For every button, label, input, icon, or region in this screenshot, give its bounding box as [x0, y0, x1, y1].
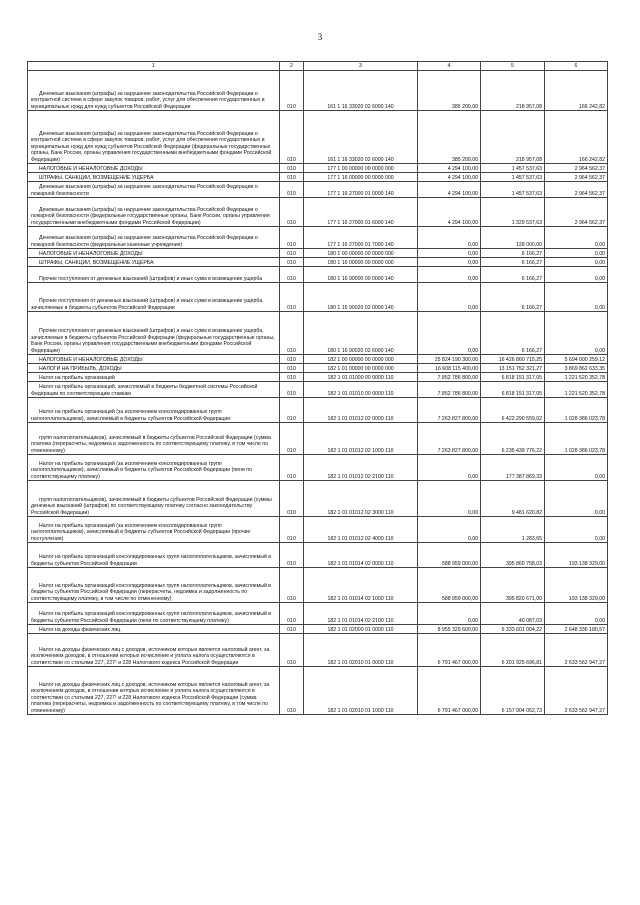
- executed-amount-cell: 6 818 151 317,05: [481, 382, 545, 398]
- line-code-cell: 010: [280, 568, 304, 603]
- unexecuted-amount-cell: 0,00: [545, 249, 608, 258]
- header-cell: 2: [280, 62, 304, 71]
- unexecuted-amount-cell: 0,00: [545, 258, 608, 267]
- revenue-table: [27, 61, 608, 715]
- approved-amount-cell: 7 852 786 800,00: [418, 373, 481, 382]
- table-row: [28, 481, 608, 517]
- executed-amount-cell: 6 201 925 696,81: [481, 634, 545, 667]
- description-cell: Налог на доходы физических лиц с доходов, источником которых является налоговый агент, за исключением доходов, в отношении которых исчисление и уплата налога осуществляются в соответствии со статьями 227, 227¹ и 228 Налогового кодекса Российской Федерации (сумма платежа (перерасчеты, недоимка и задолженность по соответствующему платежу, в том числе по отмененному): [28, 667, 280, 715]
- line-code-cell: 010: [280, 355, 304, 364]
- table-row: [28, 111, 608, 164]
- budget-code-cell: 182 1 01 01014 02 2100 110: [304, 603, 418, 625]
- executed-amount-cell: 1 457 537,63: [481, 173, 545, 182]
- description-cell: НАЛОГОВЫЕ И НЕНАЛОГОВЫЕ ДОХОДЫ: [28, 355, 280, 364]
- header-cell: 6: [545, 62, 608, 71]
- executed-amount-cell: 6 166,27: [481, 258, 545, 267]
- line-code-cell: 010: [280, 398, 304, 423]
- description-cell: Налог на доходы физических лиц с доходов, источником которых является налоговый агент, за исключением доходов, в отношении которых исчисление и уплата налога осуществляются в соответствии со статьями 227, 227¹ и 228 Налогового кодекса Российской Федерации: [28, 634, 280, 667]
- description-cell: Прочие поступления от денежных взысканий (штрафов) и иных сумм в возмещение ущерба, зачисляемые в бюджеты субъектов Российской Федерации (федеральные государственные органы, Банк России, органы управления государственными внебюджетными фондами Российской Федерации): [28, 312, 280, 355]
- executed-amount-cell: 6 422 290 559,02: [481, 398, 545, 423]
- approved-amount-cell: 6 791 467 000,00: [418, 667, 481, 715]
- line-code-cell: 010: [280, 312, 304, 355]
- table-row: [28, 398, 608, 423]
- unexecuted-amount-cell: 0,00: [545, 283, 608, 312]
- description-cell: Налог на прибыль организаций консолидированных групп налогоплательщиков, зачисляемый в бюджеты субъектов Российской Федерации (пени по соответствующему платежу): [28, 603, 280, 625]
- executed-amount-cell: 177 387 869,33: [481, 455, 545, 481]
- table-row: [28, 455, 608, 481]
- unexecuted-amount-cell: 166 242,82: [545, 111, 608, 164]
- table-row: [28, 382, 608, 398]
- line-code-cell: 010: [280, 667, 304, 715]
- line-code-cell: 010: [280, 173, 304, 182]
- table-row: [28, 568, 608, 603]
- executed-amount-cell: 395 860 758,03: [481, 543, 545, 568]
- line-code-cell: 010: [280, 258, 304, 267]
- description-cell: НАЛОГОВЫЕ И НЕНАЛОГОВЫЕ ДОХОДЫ: [28, 249, 280, 258]
- executed-amount-cell: 6 166,27: [481, 312, 545, 355]
- line-code-cell: 010: [280, 182, 304, 198]
- line-code-cell: 010: [280, 423, 304, 455]
- budget-code-cell: 180 1 16 00000 00 0000 000: [304, 258, 418, 267]
- description-cell: Денежные взыскания (штрафы) за нарушение законодательства Российской Федерации о контрактной системе в сфере закупок товаров, работ, услуг для обеспечения государственных и муниципальных нужд для нужд субъектов Российской Федерации: [28, 71, 280, 111]
- table-row: [28, 373, 608, 382]
- executed-amount-cell: 6 166,27: [481, 249, 545, 258]
- approved-amount-cell: 0,00: [418, 603, 481, 625]
- unexecuted-amount-cell: 2 633 562 947,27: [545, 667, 608, 715]
- executed-amount-cell: 6 235 439 776,22: [481, 423, 545, 455]
- header-cell: 5: [481, 62, 545, 71]
- table-row: [28, 249, 608, 258]
- approved-amount-cell: 0,00: [418, 249, 481, 258]
- description-cell: Прочие поступления от денежных взысканий (штрафов) и иных сумм в возмещение ущерба: [28, 267, 280, 283]
- approved-amount-cell: 0,00: [418, 283, 481, 312]
- unexecuted-amount-cell: 193 138 329,00: [545, 568, 608, 603]
- description-cell: Налог на прибыль организаций консолидированных групп налогоплательщиков, зачисляемый в бюджеты субъектов Российской Федерации: [28, 543, 280, 568]
- unexecuted-amount-cell: 1 221 520 352,78: [545, 382, 608, 398]
- description-cell: Налог на доходы физических лиц: [28, 625, 280, 634]
- table-row: [28, 258, 608, 267]
- approved-amount-cell: 16 608 115 400,00: [418, 364, 481, 373]
- budget-code-cell: 177 1 16 00000 00 0000 000: [304, 173, 418, 182]
- description-cell: групп налогоплательщиков), зачисляемый в бюджеты субъектов Российской Федерации (сумма платежа (перерасчеты, недоимка и задолженность по соответствующему платежу, в том числе по отмененному): [28, 423, 280, 455]
- description-cell: НАЛОГОВЫЕ И НЕНАЛОГОВЫЕ ДОХОДЫ: [28, 164, 280, 173]
- executed-amount-cell: 1 457 537,63: [481, 164, 545, 173]
- table-row: [28, 283, 608, 312]
- description-cell: Налог на прибыль организаций (за исключением консолидированных групп налогоплательщиков), зачисляемый в бюджеты субъектов Российской Федерации (прочие поступления): [28, 517, 280, 543]
- approved-amount-cell: 385 209,00: [418, 111, 481, 164]
- approved-amount-cell: 0,00: [418, 258, 481, 267]
- unexecuted-amount-cell: 0,00: [545, 481, 608, 517]
- line-code-cell: 010: [280, 111, 304, 164]
- executed-amount-cell: 6 166,27: [481, 283, 545, 312]
- approved-amount-cell: 0,00: [418, 481, 481, 517]
- budget-code-cell: 161 1 16 33020 02 6000 140: [304, 111, 418, 164]
- unexecuted-amount-cell: 193 138 329,00: [545, 543, 608, 568]
- budget-code-cell: 182 1 01 00000 00 0000 000: [304, 364, 418, 373]
- budget-code-cell: 182 1 01 01010 00 0000 110: [304, 382, 418, 398]
- line-code-cell: 010: [280, 227, 304, 249]
- budget-code-cell: 177 1 16 27000 01 6000 140: [304, 198, 418, 227]
- unexecuted-amount-cell: 5 694 000 259,12: [545, 355, 608, 364]
- budget-code-cell: 182 1 01 02000 01 0000 110: [304, 625, 418, 634]
- line-code-cell: 010: [280, 481, 304, 517]
- description-cell: Прочие поступления от денежных взысканий (штрафов) и иных сумм в возмещение ущерба, зачисляемые в бюджеты субъектов Российской Федерации: [28, 283, 280, 312]
- table-row: [28, 71, 608, 111]
- table-row: [28, 355, 608, 364]
- unexecuted-amount-cell: 0,00: [545, 603, 608, 625]
- executed-amount-cell: 16 426 860 715,25: [481, 355, 545, 364]
- table-row: [28, 667, 608, 715]
- description-cell: Денежные взыскания (штрафы) за нарушение законодательства Российской Федерации о контрактной системе в сфере закупок товаров, работ, услуг для обеспечения государственных и муниципальных нужд для нужд субъектов Российской Федерации (федеральные государственные органы, Банк России, органы управления государственными внебюджетными фондами Российской Федерации): [28, 111, 280, 164]
- budget-code-cell: 182 1 01 01012 02 4000 110: [304, 517, 418, 543]
- budget-code-cell: 177 1 00 00000 00 0000 000: [304, 164, 418, 173]
- executed-amount-cell: 1 283,65: [481, 517, 545, 543]
- line-code-cell: 010: [280, 373, 304, 382]
- budget-code-cell: 182 1 01 01000 00 0000 110: [304, 373, 418, 382]
- table-row: [28, 364, 608, 373]
- table-row: [28, 634, 608, 667]
- line-code-cell: 010: [280, 283, 304, 312]
- table-row: [28, 182, 608, 198]
- description-cell: Денежные взыскания (штрафы) за нарушение законодательства Российской Федерации о пожарной безопасности: [28, 182, 280, 198]
- executed-amount-cell: 218 957,08: [481, 71, 545, 111]
- unexecuted-amount-cell: 1 028 386 023,78: [545, 423, 608, 455]
- unexecuted-amount-cell: 2 964 562,37: [545, 173, 608, 182]
- table-row: [28, 198, 608, 227]
- table-row: [28, 543, 608, 568]
- table-row: [28, 164, 608, 173]
- budget-code-cell: 180 1 00 00000 00 0000 000: [304, 249, 418, 258]
- budget-code-cell: 182 1 00 00000 00 0000 000: [304, 355, 418, 364]
- budget-code-cell: 182 1 01 01012 02 0000 110: [304, 398, 418, 423]
- budget-code-cell: 182 1 01 01014 02 1000 110: [304, 568, 418, 603]
- page-number: 3: [317, 32, 323, 42]
- description-cell: групп налогоплательщиков), зачисляемый в бюджеты субъектов Российской Федерации (суммы денежных взысканий (штрафов) по соответствующему платежу согласно законодательству Российской Федерации): [28, 481, 280, 517]
- line-code-cell: 010: [280, 364, 304, 373]
- description-cell: Налог на прибыль организаций (за исключением консолидированных групп налогоплательщиков), зачисляемый в бюджеты субъектов Российской Федерации: [28, 398, 280, 423]
- approved-amount-cell: 588 959 000,00: [418, 568, 481, 603]
- line-code-cell: 010: [280, 543, 304, 568]
- budget-code-cell: 161 1 16 33020 02 6000 140: [304, 71, 418, 111]
- approved-amount-cell: 385 209,00: [418, 71, 481, 111]
- approved-amount-cell: 0,00: [418, 312, 481, 355]
- table-row: [28, 312, 608, 355]
- approved-amount-cell: 4 294 100,00: [418, 173, 481, 182]
- unexecuted-amount-cell: 3 869 862 633,35: [545, 364, 608, 373]
- executed-amount-cell: 6 818 151 317,05: [481, 373, 545, 382]
- budget-code-cell: 182 1 01 02010 01 0000 110: [304, 634, 418, 667]
- line-code-cell: 010: [280, 198, 304, 227]
- header-cell: 3: [304, 62, 418, 71]
- budget-code-cell: 182 1 01 01012 02 1000 110: [304, 423, 418, 455]
- executed-amount-cell: 1 329 537,63: [481, 198, 545, 227]
- line-code-cell: 010: [280, 603, 304, 625]
- executed-amount-cell: 40 087,03: [481, 603, 545, 625]
- budget-code-cell: 182 1 01 01012 02 2100 110: [304, 455, 418, 481]
- description-cell: Налог на прибыль организаций (за исключением консолидированных групп налогоплательщиков), зачисляемый в бюджеты субъектов Российской Федерации (пени по соответствующему платежу): [28, 455, 280, 481]
- unexecuted-amount-cell: 0,00: [545, 227, 608, 249]
- approved-amount-cell: 8 955 329 600,00: [418, 625, 481, 634]
- unexecuted-amount-cell: 2 648 336 180,57: [545, 625, 608, 634]
- table-row: [28, 603, 608, 625]
- budget-code-cell: 182 1 01 02010 01 1000 110: [304, 667, 418, 715]
- approved-amount-cell: 6 791 467 000,00: [418, 634, 481, 667]
- budget-code-cell: 177 1 16 27000 01 0000 140: [304, 182, 418, 198]
- unexecuted-amount-cell: 2 964 562,37: [545, 182, 608, 198]
- approved-amount-cell: 4 294 100,00: [418, 182, 481, 198]
- executed-amount-cell: 9 481 620,82: [481, 481, 545, 517]
- unexecuted-amount-cell: 0,00: [545, 312, 608, 355]
- approved-amount-cell: 7 852 786 800,00: [418, 382, 481, 398]
- executed-amount-cell: 6 333 601 004,22: [481, 625, 545, 634]
- header-cell: 4: [418, 62, 481, 71]
- unexecuted-amount-cell: 1 221 520 352,78: [545, 373, 608, 382]
- description-cell: Налог на прибыль организаций, зачисляемый в бюджеты бюджетной системы Российской Федерации по соответствующим ставкам: [28, 382, 280, 398]
- line-code-cell: 010: [280, 164, 304, 173]
- budget-code-cell: 182 1 01 01012 02 3000 110: [304, 481, 418, 517]
- approved-amount-cell: 0,00: [418, 517, 481, 543]
- executed-amount-cell: 13 151 752 321,27: [481, 364, 545, 373]
- approved-amount-cell: 588 959 000,00: [418, 543, 481, 568]
- approved-amount-cell: 0,00: [418, 227, 481, 249]
- executed-amount-cell: 128 000,00: [481, 227, 545, 249]
- line-code-cell: 010: [280, 634, 304, 667]
- budget-code-cell: 177 1 16 27000 01 7000 140: [304, 227, 418, 249]
- unexecuted-amount-cell: 0,00: [545, 455, 608, 481]
- executed-amount-cell: 395 820 671,00: [481, 568, 545, 603]
- budget-code-cell: 180 1 16 90000 00 0000 140: [304, 267, 418, 283]
- approved-amount-cell: 4 294 100,00: [418, 164, 481, 173]
- line-code-cell: 010: [280, 625, 304, 634]
- unexecuted-amount-cell: 2 964 562,37: [545, 198, 608, 227]
- table-row: [28, 517, 608, 543]
- description-cell: ШТРАФЫ, САНКЦИИ, ВОЗМЕЩЕНИЕ УЩЕРБА: [28, 173, 280, 182]
- table-row: [28, 625, 608, 634]
- unexecuted-amount-cell: 2 964 562,37: [545, 164, 608, 173]
- executed-amount-cell: 218 957,08: [481, 111, 545, 164]
- line-code-cell: 010: [280, 267, 304, 283]
- description-cell: НАЛОГИ НА ПРИБЫЛЬ, ДОХОДЫ: [28, 364, 280, 373]
- header-cell: 1: [28, 62, 280, 71]
- budget-code-cell: 182 1 01 01014 02 0000 110: [304, 543, 418, 568]
- approved-amount-cell: 4 294 100,00: [418, 198, 481, 227]
- unexecuted-amount-cell: 2 633 562 947,27: [545, 634, 608, 667]
- table-row: [28, 173, 608, 182]
- line-code-cell: 010: [280, 249, 304, 258]
- table-row: [28, 227, 608, 249]
- executed-amount-cell: 6 166,27: [481, 267, 545, 283]
- description-cell: ШТРАФЫ, САНКЦИИ, ВОЗМЕЩЕНИЕ УЩЕРБА: [28, 258, 280, 267]
- approved-amount-cell: 7 263 827 800,00: [418, 398, 481, 423]
- approved-amount-cell: 0,00: [418, 455, 481, 481]
- line-code-cell: 010: [280, 71, 304, 111]
- executed-amount-cell: 1 457 537,63: [481, 182, 545, 198]
- table-row: [28, 267, 608, 283]
- unexecuted-amount-cell: 1 028 386 023,78: [545, 398, 608, 423]
- budget-code-cell: 180 1 16 90020 02 0000 140: [304, 283, 418, 312]
- line-code-cell: 010: [280, 517, 304, 543]
- unexecuted-amount-cell: 0,00: [545, 517, 608, 543]
- approved-amount-cell: 25 824 190 300,00: [418, 355, 481, 364]
- line-code-cell: 010: [280, 455, 304, 481]
- line-code-cell: 010: [280, 382, 304, 398]
- description-cell: Денежные взыскания (штрафы) за нарушение законодательства Российской Федерации о пожарной безопасности (федеральные государственные органы, Банк России, органы управления государственными внебюджетными фондами Российской Федерации): [28, 198, 280, 227]
- header-row: [28, 62, 608, 71]
- description-cell: Налог на прибыль организаций консолидированных групп налогоплательщиков, зачисляемый в бюджеты субъектов Российской Федерации (перерасчеты, недоимка и задолженность по соответствующему платежу, в том числе по отмененному): [28, 568, 280, 603]
- unexecuted-amount-cell: 0,00: [545, 267, 608, 283]
- description-cell: Денежные взыскания (штрафы) за нарушение законодательства Российской Федерации о пожарной безопасности (федеральные казенные учреждения): [28, 227, 280, 249]
- description-cell: Налог на прибыль организаций: [28, 373, 280, 382]
- approved-amount-cell: 7 263 827 800,00: [418, 423, 481, 455]
- executed-amount-cell: 6 157 904 052,73: [481, 667, 545, 715]
- budget-code-cell: 180 1 16 90020 02 6000 140: [304, 312, 418, 355]
- unexecuted-amount-cell: 166 242,82: [545, 71, 608, 111]
- table-row: [28, 423, 608, 455]
- approved-amount-cell: 0,00: [418, 267, 481, 283]
